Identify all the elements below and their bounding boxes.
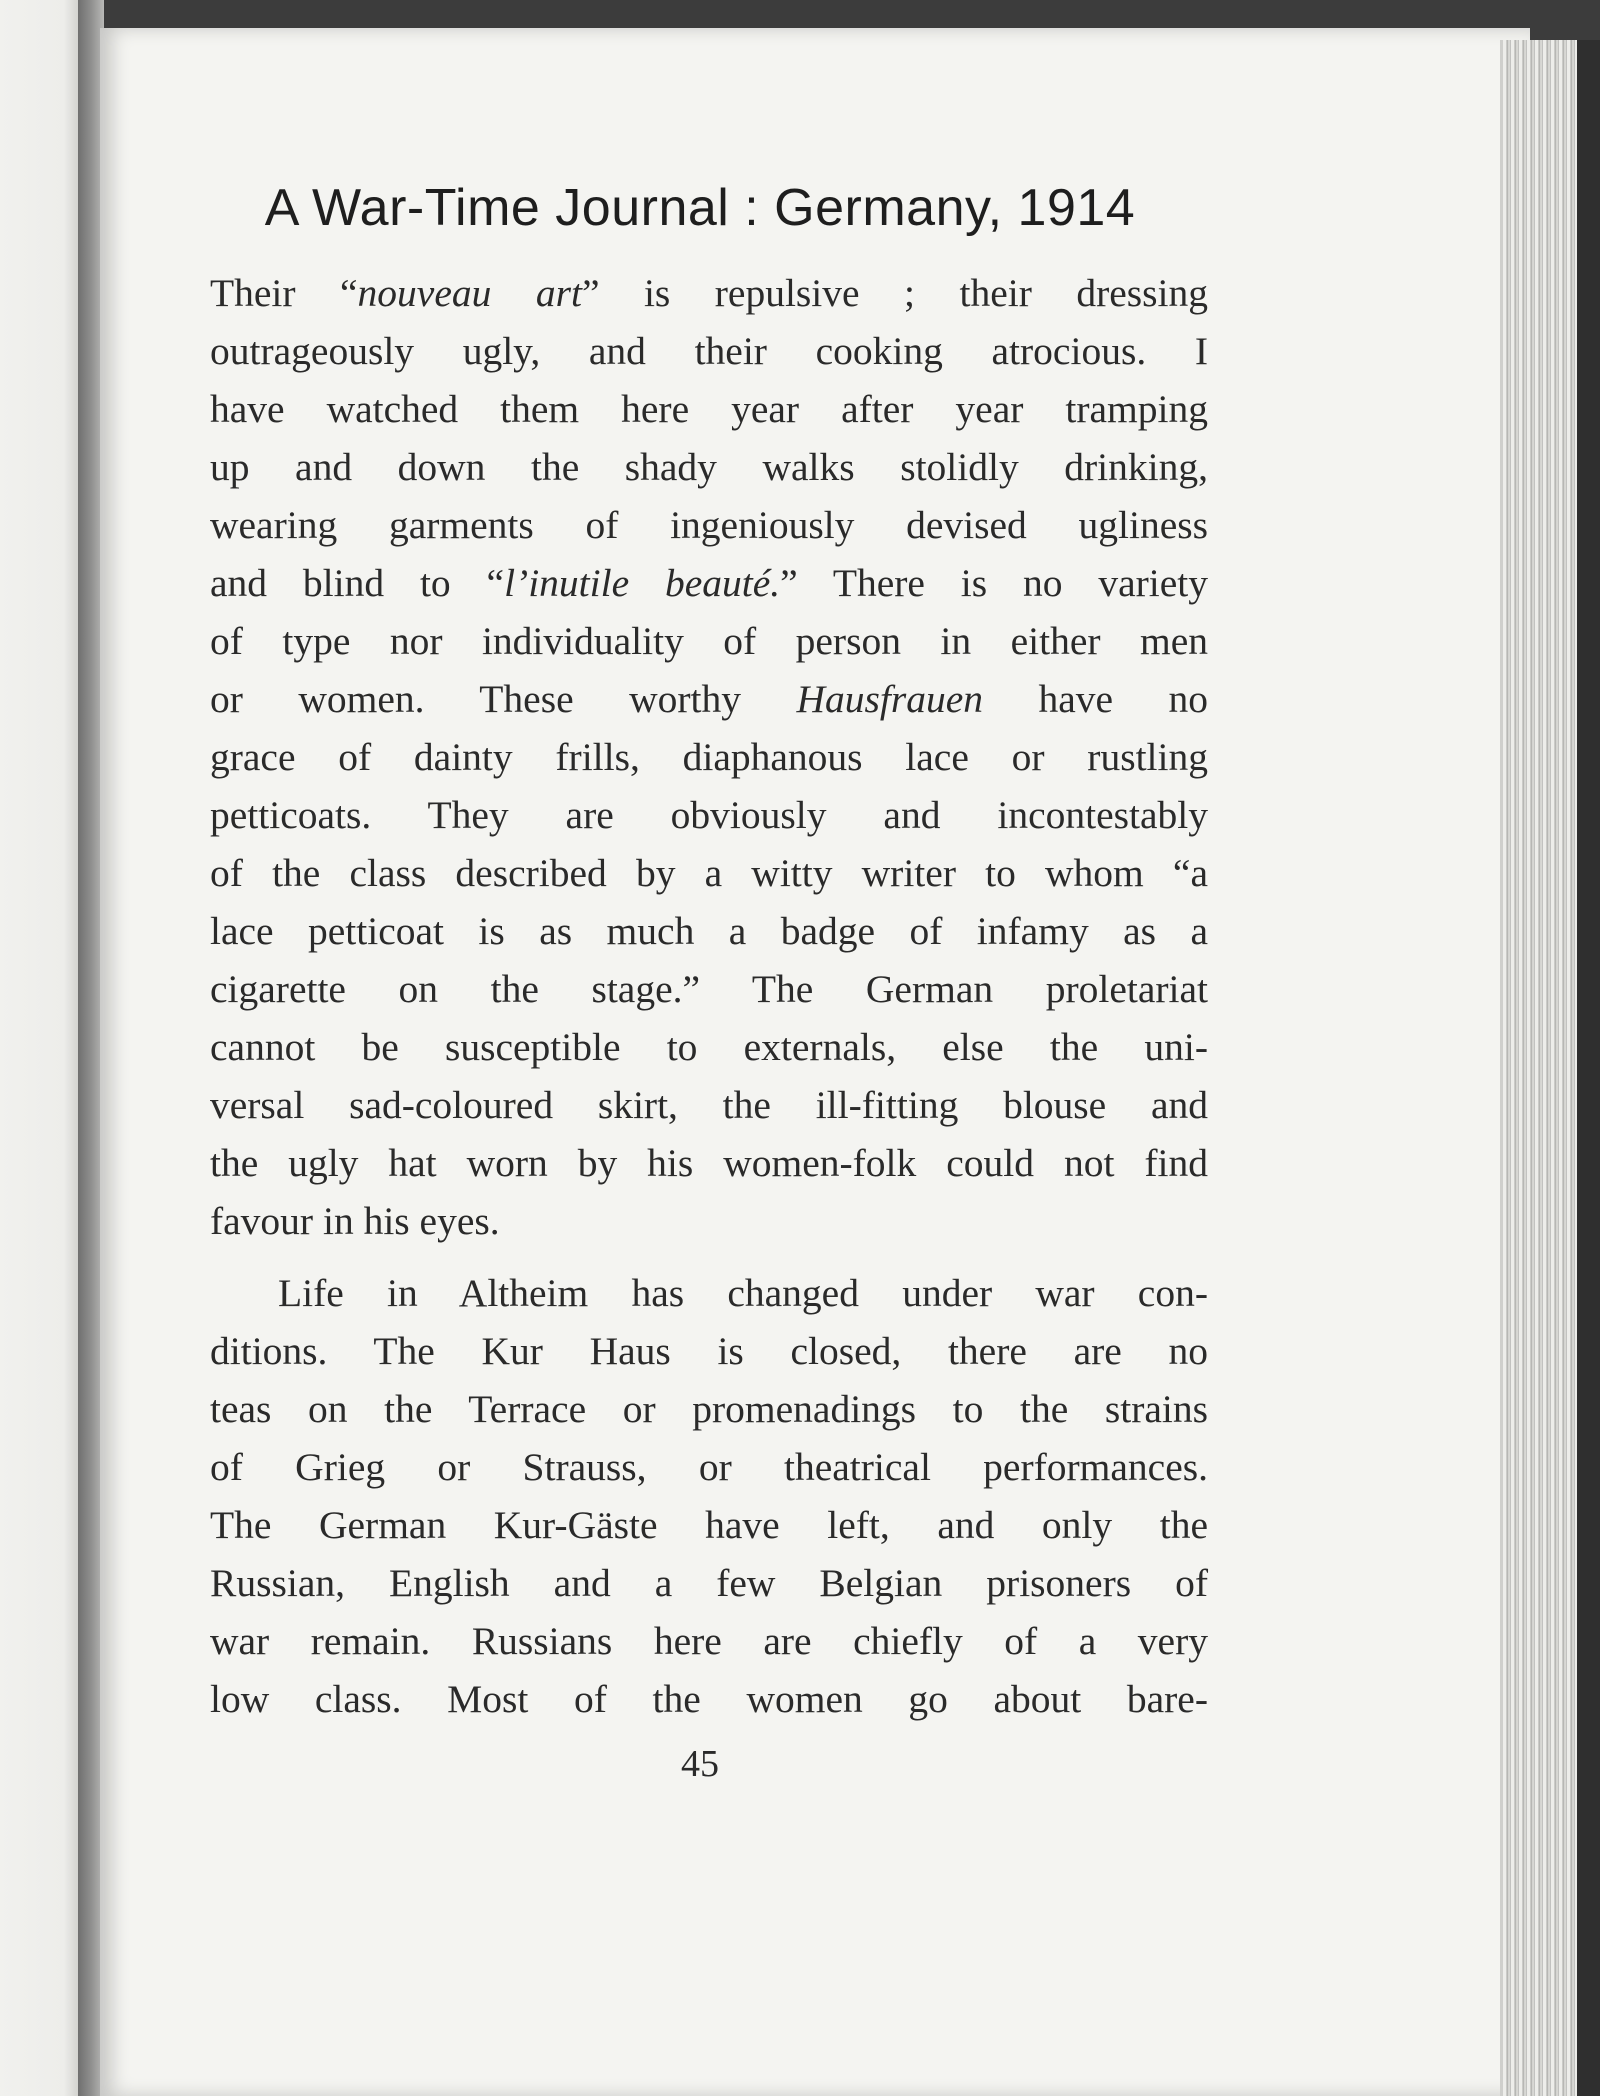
text-line: lace petticoat is as much a badge of infamy as a	[210, 909, 1208, 953]
facing-page-edge	[0, 0, 80, 2096]
text-line: war remain. Russians here are chiefly of a very	[210, 1619, 1208, 1663]
text-line: wearing garments of ingeniously devised ugliness	[210, 503, 1208, 547]
page-stack-edges	[1500, 40, 1600, 2096]
text-line: teas on the Terrace or promenadings to the strains	[210, 1387, 1208, 1431]
text-line: have watched them here year after year tramping	[210, 387, 1208, 431]
text-line: grace of dainty frills, diaphanous lace or rustling	[210, 735, 1208, 779]
text-line: ditions. The Kur Haus is closed, there are no	[210, 1329, 1208, 1373]
text-line: Their “nouveau art” is repulsive ; their dressing	[210, 271, 1208, 315]
text-line: the ugly hat worn by his women-folk could not find	[210, 1141, 1208, 1185]
text-line: outrageously ugly, and their cooking atrocious. I	[210, 329, 1208, 373]
text-line: of the class described by a witty writer to whom “a	[210, 851, 1208, 895]
text-line: Russian, English and a few Belgian prisoners of	[210, 1561, 1208, 1605]
page-number: 45	[681, 1743, 719, 1785]
text-line: of Grieg or Strauss, or theatrical performances.	[210, 1445, 1208, 1489]
text-line: versal sad-coloured skirt, the ill-fitting blouse and	[210, 1083, 1208, 1127]
text-line: Life in Altheim has changed under war con-	[278, 1271, 1208, 1315]
italic-phrase: l’inutile beauté.	[504, 561, 781, 605]
italic-phrase: Hausfrauen	[796, 677, 983, 721]
text-line: The German Kur-Gäste have left, and only the	[210, 1503, 1208, 1547]
text-line: low class. Most of the women go about bare-	[210, 1677, 1208, 1721]
text-line: petticoats. They are obviously and incontestably	[210, 793, 1208, 837]
running-head: A War-Time Journal : Germany, 1914	[264, 179, 1136, 237]
text-line: up and down the shady walks stolidly drinking,	[210, 445, 1208, 489]
text-line: or women. These worthy Hausfrauen have no	[210, 677, 1208, 721]
paragraph-1	[210, 264, 1208, 1250]
paragraph-2	[210, 1264, 1208, 1728]
text-line: favour in his eyes.	[210, 1199, 500, 1243]
text-line: and blind to “l’inutile beauté.” There is no variety	[210, 561, 1208, 605]
text-line: cigarette on the stage.” The German proletariat	[210, 967, 1208, 1011]
italic-phrase: nouveau art	[357, 271, 582, 315]
paragraph-gap	[210, 1250, 1208, 1264]
body-text	[210, 264, 1208, 1728]
text-line: of type nor individuality of person in either men	[210, 619, 1208, 663]
text-line: cannot be susceptible to externals, else the uni-	[210, 1025, 1208, 1069]
